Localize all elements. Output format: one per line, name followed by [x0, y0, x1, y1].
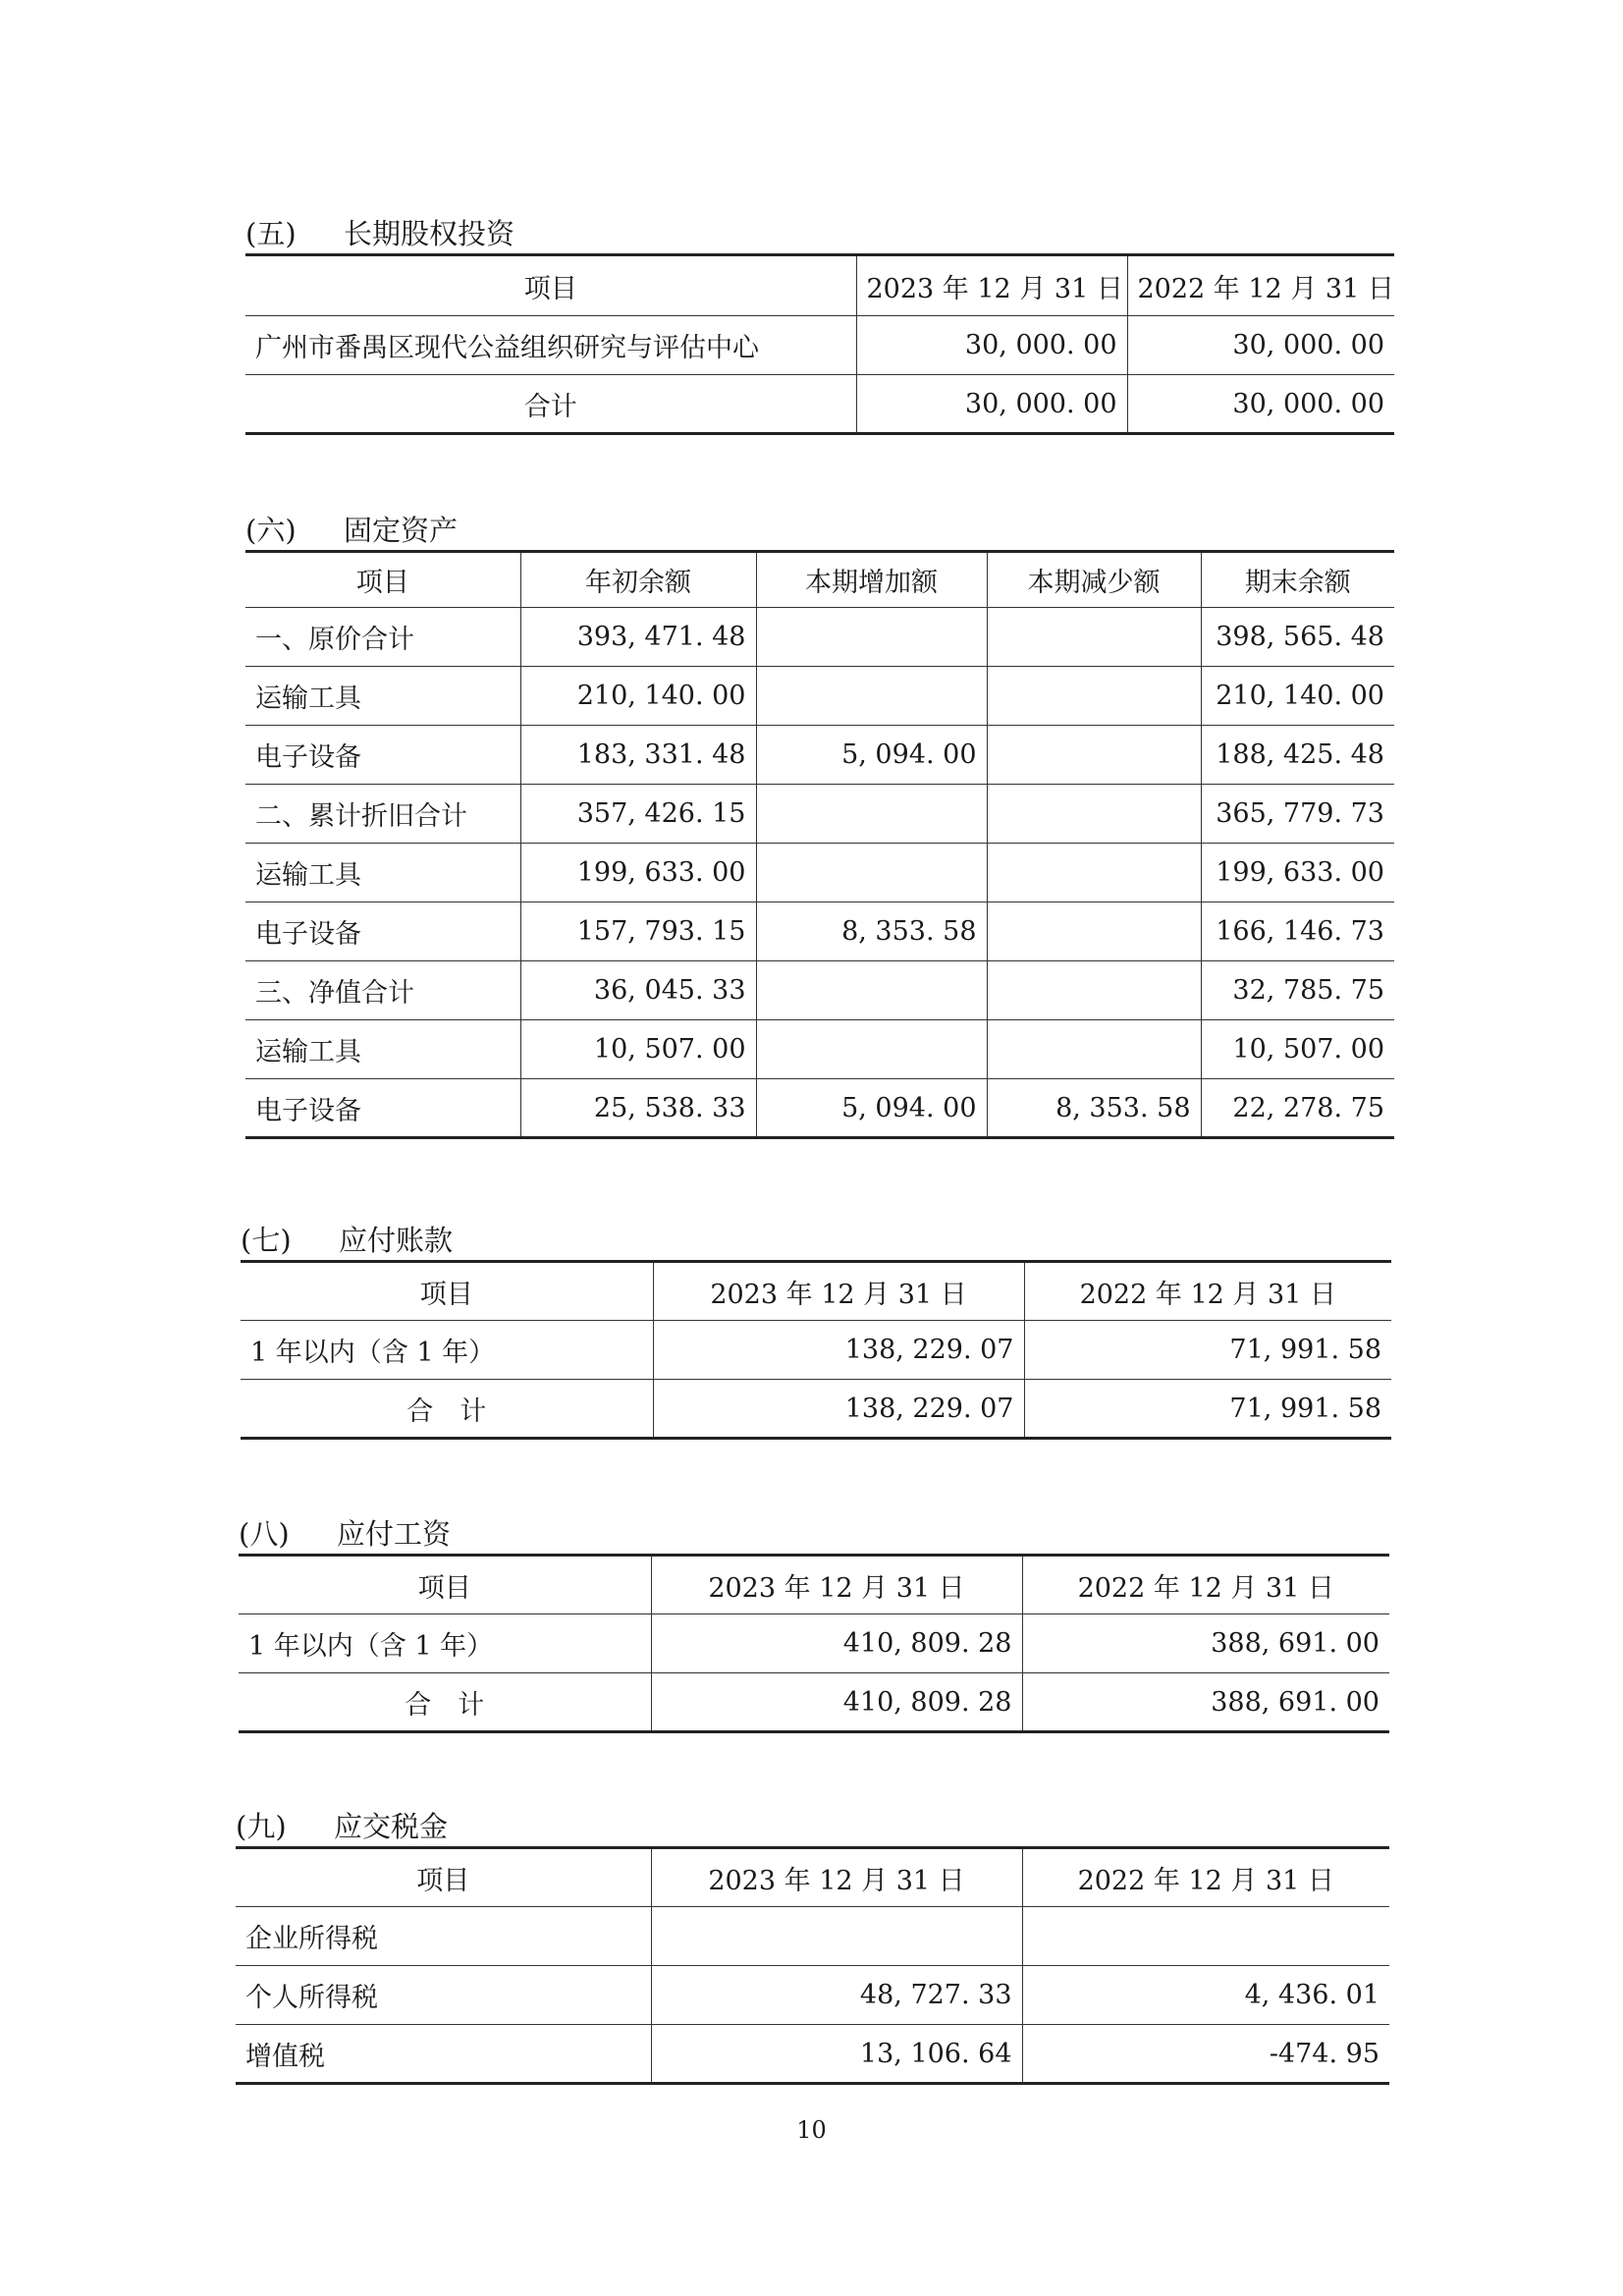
- value-cell: [987, 785, 1201, 844]
- row-label: 1 年以内（含 1 年）: [241, 1321, 653, 1380]
- header-cell: 期末余额: [1201, 552, 1394, 608]
- section-title: 固定资产: [344, 514, 459, 547]
- section-title: 应付账款: [339, 1224, 454, 1257]
- value-cell: 210, 140. 00: [520, 667, 756, 726]
- value-cell: 25, 538. 33: [520, 1079, 756, 1138]
- table-row: [245, 785, 1394, 844]
- table-row: [236, 1966, 1389, 2025]
- value-cell: [651, 1907, 1022, 1966]
- table-row: [245, 667, 1394, 726]
- section-heading: [236, 1807, 1389, 1846]
- value-cell: 4, 436. 01: [1022, 1966, 1389, 2025]
- table-header-row: [241, 1262, 1391, 1321]
- fixed-assets-table: [245, 550, 1394, 1139]
- value-cell: 30, 000. 00: [856, 316, 1127, 375]
- value-cell: 5, 094. 00: [756, 726, 987, 785]
- section-number: (八): [239, 1517, 290, 1551]
- value-cell: 199, 633. 00: [1201, 844, 1394, 902]
- section-heading: [245, 511, 1394, 550]
- value-cell: [987, 608, 1201, 667]
- section-title: 长期股权投资: [344, 217, 515, 250]
- header-cell: 项目: [417, 1572, 471, 1604]
- section-number: (五): [245, 217, 297, 250]
- value-cell: 36, 045. 33: [520, 961, 756, 1020]
- value-cell: 183, 331. 48: [520, 726, 756, 785]
- page-number: 10: [796, 2116, 827, 2144]
- table-row: [245, 316, 1394, 375]
- row-label: 电子设备: [245, 726, 520, 785]
- table-total-row: [245, 375, 1394, 434]
- value-cell: 138, 229. 07: [653, 1321, 1024, 1380]
- table-header-row: [245, 255, 1394, 316]
- taxes-payable-table: [236, 1846, 1389, 2085]
- section-long-term-equity-investment: [245, 214, 1394, 435]
- row-label: 电子设备: [245, 902, 520, 961]
- header-cell: 2023 年 12 月 31 日: [653, 1262, 1024, 1321]
- value-cell: 357, 426. 15: [520, 785, 756, 844]
- row-label: 增值税: [236, 2025, 651, 2084]
- header-cell: 本期增加额: [756, 552, 987, 608]
- value-cell: [1022, 1907, 1389, 1966]
- header-cell: 2022 年 12 月 31 日: [1127, 255, 1394, 316]
- row-label: 企业所得税: [236, 1907, 651, 1966]
- row-label: 运输工具: [245, 1020, 520, 1079]
- header-cell: 2023 年 12 月 31 日: [651, 1556, 1022, 1614]
- value-cell: 388, 691. 00: [1022, 1673, 1389, 1732]
- section-title: 应付工资: [337, 1517, 452, 1551]
- value-cell: [987, 844, 1201, 902]
- table-header-row: [239, 1556, 1389, 1614]
- section-fixed-assets: [245, 511, 1394, 1139]
- header-cell: 项目: [523, 273, 577, 304]
- row-label: 广州市番禺区现代公益组织研究与评估中心: [245, 316, 856, 375]
- header-cell: 2022 年 12 月 31 日: [1024, 1262, 1391, 1321]
- row-label: 电子设备: [245, 1079, 520, 1138]
- value-cell: [987, 667, 1201, 726]
- table-row: [245, 902, 1394, 961]
- value-cell: [987, 902, 1201, 961]
- table-row: [245, 608, 1394, 667]
- value-cell: 5, 094. 00: [756, 1079, 987, 1138]
- row-label: 合计: [245, 375, 856, 434]
- table-row: [245, 961, 1394, 1020]
- section-number: (七): [241, 1224, 292, 1257]
- table-row: [245, 1079, 1394, 1138]
- section-title: 应交税金: [334, 1810, 449, 1843]
- value-cell: 199, 633. 00: [520, 844, 756, 902]
- section-wages-payable: [239, 1514, 1389, 1733]
- value-cell: 32, 785. 75: [1201, 961, 1394, 1020]
- header-cell: 2022 年 12 月 31 日: [1022, 1848, 1389, 1907]
- equity-investment-table: [245, 253, 1394, 435]
- value-cell: 22, 278. 75: [1201, 1079, 1394, 1138]
- row-label: 合 计: [239, 1673, 651, 1732]
- row-label: 二、累计折旧合计: [245, 785, 520, 844]
- table-row: [245, 1020, 1394, 1079]
- header-cell: 2023 年 12 月 31 日: [651, 1848, 1022, 1907]
- value-cell: -474. 95: [1022, 2025, 1389, 2084]
- header-cell: 2022 年 12 月 31 日: [1022, 1556, 1389, 1614]
- wages-payable-table: [239, 1554, 1389, 1733]
- value-cell: 8, 353. 58: [987, 1079, 1201, 1138]
- value-cell: [987, 726, 1201, 785]
- table-row: [239, 1614, 1389, 1673]
- value-cell: 10, 507. 00: [1201, 1020, 1394, 1079]
- value-cell: [756, 608, 987, 667]
- value-cell: 10, 507. 00: [520, 1020, 756, 1079]
- row-label: 个人所得税: [236, 1966, 651, 2025]
- header-cell: 项目: [419, 1279, 473, 1310]
- section-heading: [241, 1221, 1391, 1260]
- value-cell: [756, 844, 987, 902]
- section-heading: [245, 214, 1394, 253]
- value-cell: 71, 991. 58: [1024, 1321, 1391, 1380]
- value-cell: [987, 1020, 1201, 1079]
- header-cell: 年初余额: [520, 552, 756, 608]
- value-cell: [756, 785, 987, 844]
- value-cell: 398, 565. 48: [1201, 608, 1394, 667]
- header-cell: 项目: [355, 568, 409, 598]
- value-cell: 410, 809. 28: [651, 1614, 1022, 1673]
- section-accounts-payable: [241, 1221, 1391, 1440]
- table-total-row: [241, 1380, 1391, 1439]
- table-header-row: [236, 1848, 1389, 1907]
- value-cell: 388, 691. 00: [1022, 1614, 1389, 1673]
- value-cell: 410, 809. 28: [651, 1673, 1022, 1732]
- header-cell: 项目: [416, 1865, 470, 1896]
- value-cell: [756, 667, 987, 726]
- value-cell: 157, 793. 15: [520, 902, 756, 961]
- table-row: [245, 726, 1394, 785]
- row-label: 运输工具: [245, 844, 520, 902]
- value-cell: 8, 353. 58: [756, 902, 987, 961]
- value-cell: 71, 991. 58: [1024, 1380, 1391, 1439]
- table-row: [236, 2025, 1389, 2084]
- table-row: [241, 1321, 1391, 1380]
- value-cell: 210, 140. 00: [1201, 667, 1394, 726]
- value-cell: [987, 961, 1201, 1020]
- row-label: 一、原价合计: [245, 608, 520, 667]
- section-number: (六): [245, 514, 297, 547]
- table-total-row: [239, 1673, 1389, 1732]
- value-cell: [756, 1020, 987, 1079]
- value-cell: [756, 961, 987, 1020]
- value-cell: 393, 471. 48: [520, 608, 756, 667]
- value-cell: 30, 000. 00: [1127, 375, 1394, 434]
- section-heading: [239, 1514, 1389, 1554]
- value-cell: 30, 000. 00: [856, 375, 1127, 434]
- value-cell: 48, 727. 33: [651, 1966, 1022, 2025]
- value-cell: 188, 425. 48: [1201, 726, 1394, 785]
- section-taxes-payable: [236, 1807, 1389, 2085]
- value-cell: 166, 146. 73: [1201, 902, 1394, 961]
- table-row: [236, 1907, 1389, 1966]
- header-cell: 本期减少额: [987, 552, 1201, 608]
- row-label: 三、净值合计: [245, 961, 520, 1020]
- section-number: (九): [236, 1810, 287, 1843]
- table-header-row: [245, 552, 1394, 608]
- value-cell: 138, 229. 07: [653, 1380, 1024, 1439]
- value-cell: 13, 106. 64: [651, 2025, 1022, 2084]
- header-cell: 2023 年 12 月 31 日: [856, 255, 1127, 316]
- row-label: 运输工具: [245, 667, 520, 726]
- value-cell: 30, 000. 00: [1127, 316, 1394, 375]
- accounts-payable-table: [241, 1260, 1391, 1440]
- table-row: [245, 844, 1394, 902]
- row-label: 合 计: [241, 1380, 653, 1439]
- row-label: 1 年以内（含 1 年）: [239, 1614, 651, 1673]
- value-cell: 365, 779. 73: [1201, 785, 1394, 844]
